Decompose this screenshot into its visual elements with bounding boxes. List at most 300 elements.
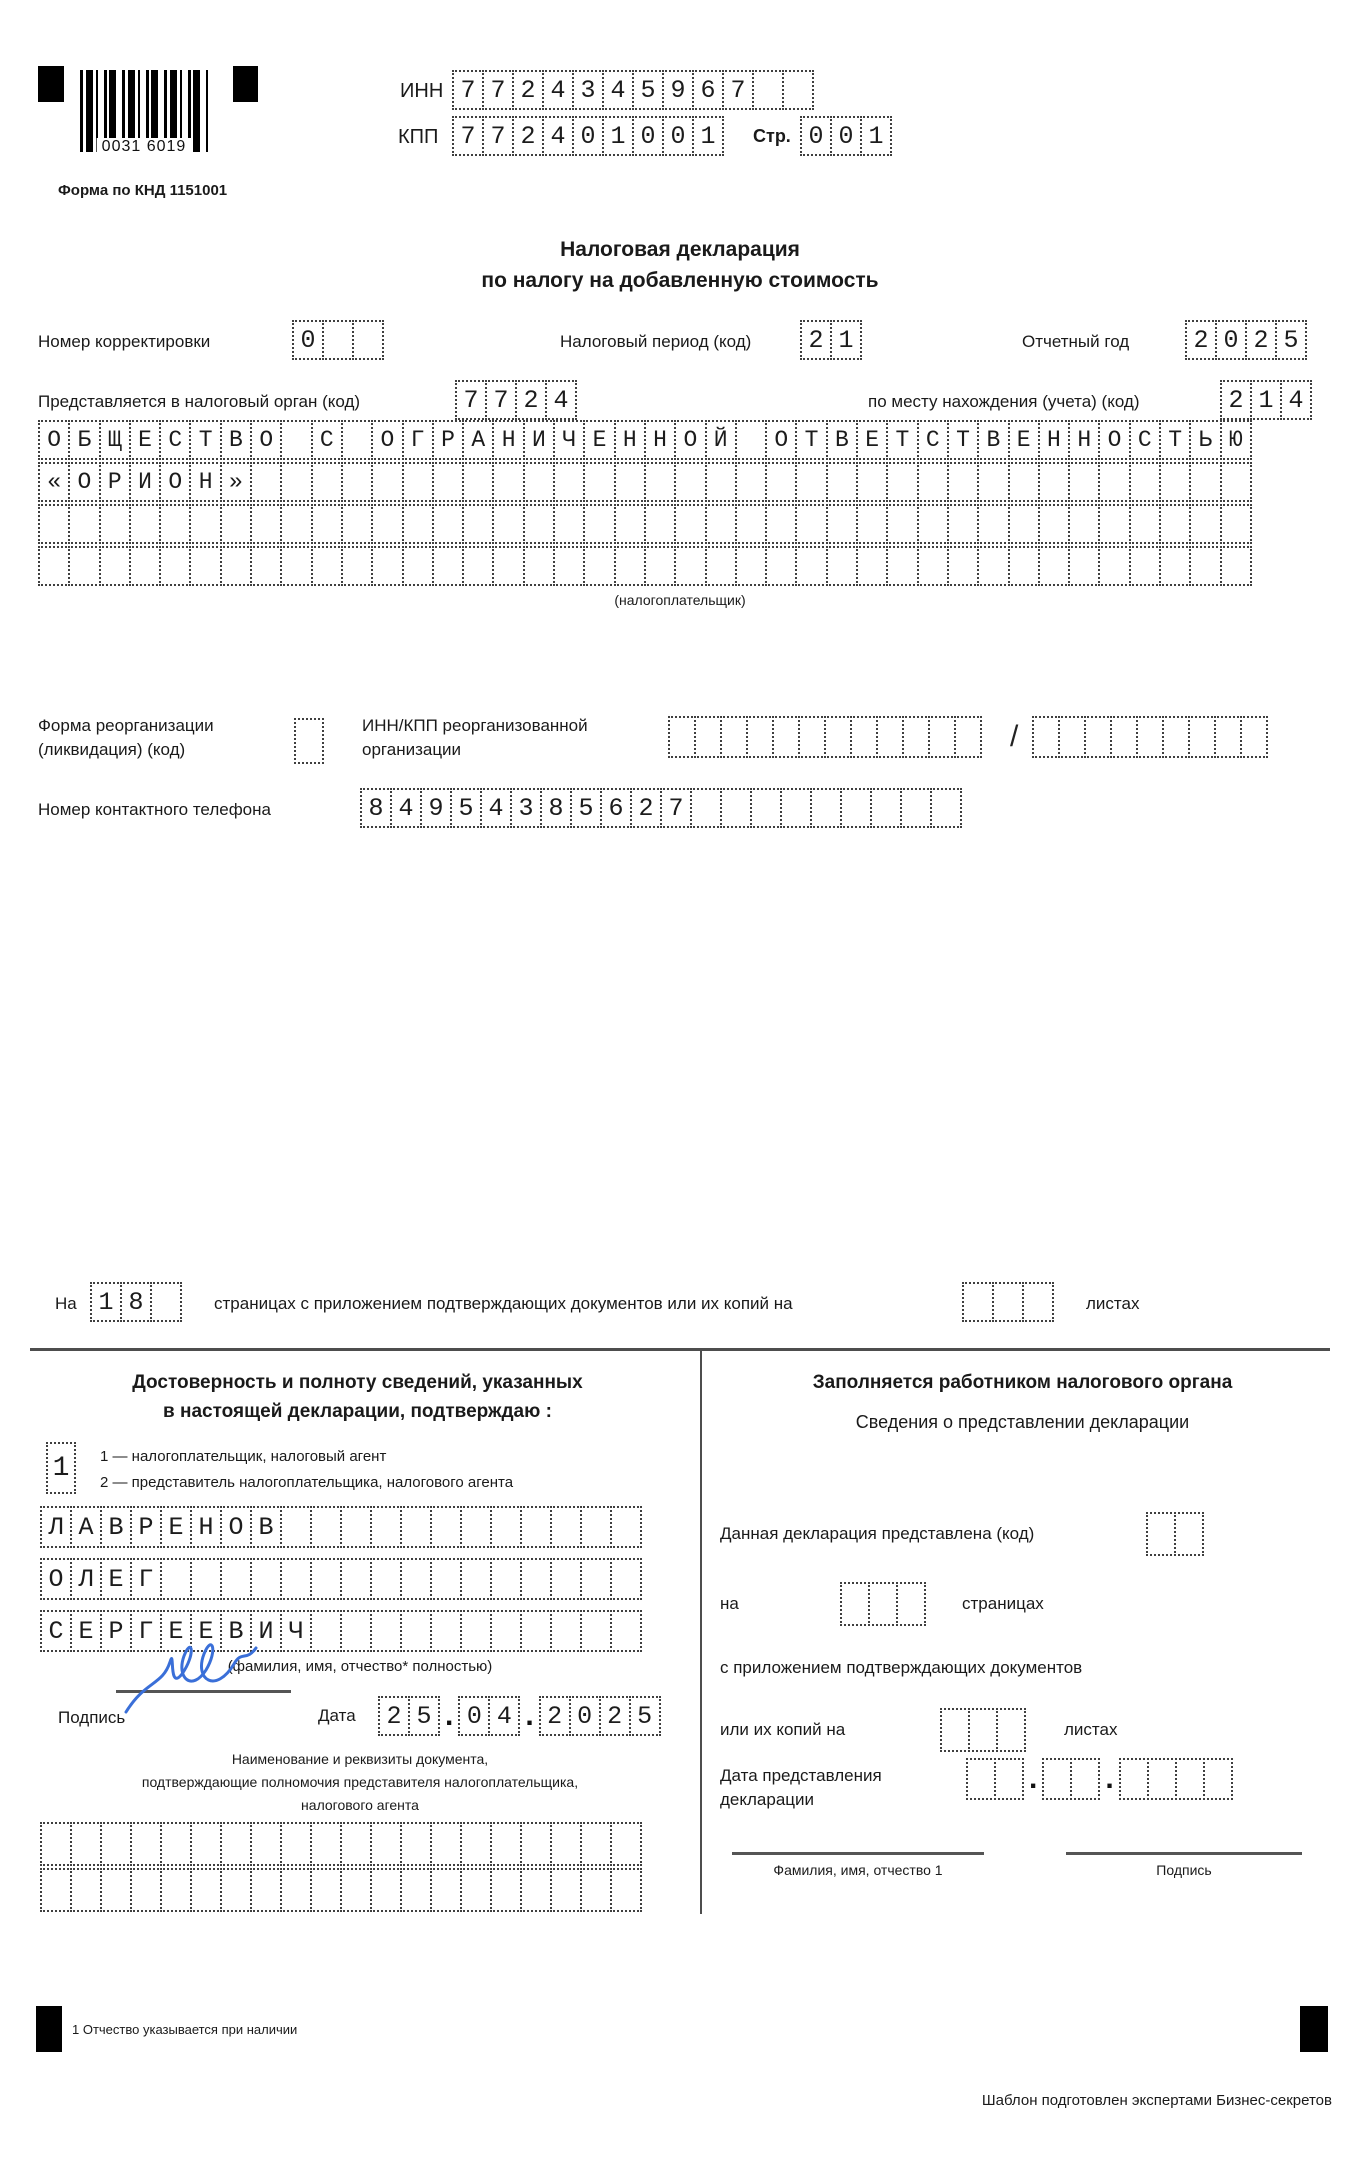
char-cell bbox=[1189, 504, 1221, 544]
official-date-label-line1: Дата представления bbox=[720, 1766, 882, 1785]
char-cell bbox=[340, 1610, 372, 1652]
char-cell: С bbox=[40, 1610, 72, 1652]
char-cell: Б bbox=[68, 420, 100, 460]
char-cell: 1 bbox=[1250, 380, 1282, 420]
char-cell bbox=[1022, 1282, 1054, 1322]
report-year-field[interactable] bbox=[1185, 320, 1307, 360]
char-cell bbox=[795, 504, 827, 544]
char-cell bbox=[870, 788, 902, 828]
char-cell: 0 bbox=[292, 320, 324, 360]
reorg-form-label-line2: (ликвидация) (код) bbox=[38, 740, 186, 759]
fio-caption: (фамилия, имя, отчество* полностью) bbox=[227, 1658, 493, 1675]
char-cell: 5 bbox=[1275, 320, 1307, 360]
official-date-month-field[interactable] bbox=[1042, 1758, 1100, 1800]
char-cell: В bbox=[220, 1610, 252, 1652]
char-cell bbox=[610, 1868, 642, 1912]
confirm-title bbox=[35, 1368, 680, 1426]
char-cell bbox=[280, 420, 312, 460]
date-month-field[interactable] bbox=[458, 1696, 520, 1736]
char-cell: В bbox=[250, 1506, 282, 1548]
section-divider-horizontal bbox=[30, 1348, 1330, 1351]
char-cell bbox=[583, 462, 615, 502]
char-cell: И bbox=[250, 1610, 282, 1652]
char-cell bbox=[856, 462, 888, 502]
doc-authority-row-1[interactable] bbox=[40, 1822, 642, 1866]
char-cell bbox=[1098, 462, 1130, 502]
char-cell: О bbox=[371, 420, 403, 460]
taxpayer-name-row-2[interactable] bbox=[38, 462, 1252, 502]
char-cell: Ю bbox=[1220, 420, 1252, 460]
char-cell bbox=[523, 462, 555, 502]
reorg-form-code-field[interactable] bbox=[294, 718, 324, 764]
tax-authority-label: Представляется в налоговый орган (код) bbox=[38, 392, 361, 411]
char-cell: 4 bbox=[488, 1696, 520, 1736]
correction-number-field[interactable] bbox=[292, 320, 384, 360]
location-code-label: по месту нахождения (учета) (код) bbox=[868, 392, 1140, 411]
char-cell bbox=[966, 1758, 996, 1800]
reorg-inn-field[interactable] bbox=[668, 716, 982, 758]
pages-suffix-label: листах bbox=[1086, 1294, 1140, 1313]
char-cell: 9 bbox=[420, 788, 452, 828]
char-cell: Е bbox=[1008, 420, 1040, 460]
official-date-day-field[interactable] bbox=[966, 1758, 1024, 1800]
char-cell: 3 bbox=[572, 70, 604, 110]
char-cell bbox=[70, 1822, 102, 1866]
char-cell bbox=[460, 1822, 492, 1866]
tax-period-field[interactable] bbox=[800, 320, 862, 360]
char-cell bbox=[280, 1868, 312, 1912]
confirm-legend-1: 1 — налогоплательщик, налоговый агент bbox=[100, 1448, 387, 1465]
char-cell bbox=[520, 1558, 552, 1600]
pages-count-field[interactable] bbox=[90, 1282, 182, 1322]
char-cell bbox=[1174, 1512, 1204, 1556]
char-cell bbox=[250, 1558, 282, 1600]
char-cell bbox=[460, 1558, 492, 1600]
char-cell bbox=[772, 716, 800, 758]
char-cell bbox=[340, 1506, 372, 1548]
char-cell bbox=[826, 462, 858, 502]
char-cell: 1 bbox=[860, 116, 892, 156]
char-cell: 0 bbox=[569, 1696, 601, 1736]
char-cell: С bbox=[311, 420, 343, 460]
char-cell bbox=[311, 462, 343, 502]
char-cell bbox=[340, 1868, 372, 1912]
char-cell: 6 bbox=[692, 70, 724, 110]
location-code-field[interactable] bbox=[1220, 380, 1312, 420]
tax-authority-code-field[interactable] bbox=[455, 380, 577, 420]
correction-number-label: Номер корректировки bbox=[38, 332, 211, 351]
char-cell bbox=[752, 70, 784, 110]
page-number-field[interactable] bbox=[800, 116, 892, 156]
char-cell bbox=[614, 546, 646, 586]
form-barcode bbox=[80, 70, 208, 155]
char-cell bbox=[402, 546, 434, 586]
char-cell bbox=[1038, 462, 1070, 502]
char-cell bbox=[1084, 716, 1112, 758]
char-cell: Ч bbox=[553, 420, 585, 460]
char-cell bbox=[1008, 504, 1040, 544]
char-cell bbox=[1220, 546, 1252, 586]
char-cell bbox=[583, 504, 615, 544]
char-cell bbox=[674, 504, 706, 544]
char-cell bbox=[189, 504, 221, 544]
char-cell bbox=[994, 1758, 1024, 1800]
char-cell bbox=[462, 546, 494, 586]
official-pages-field[interactable] bbox=[840, 1582, 926, 1626]
char-cell: Г bbox=[130, 1558, 162, 1600]
char-cell bbox=[694, 716, 722, 758]
char-cell bbox=[1110, 716, 1138, 758]
char-cell bbox=[523, 546, 555, 586]
char-cell bbox=[886, 546, 918, 586]
reorg-kpp-field[interactable] bbox=[1032, 716, 1268, 758]
char-cell bbox=[856, 546, 888, 586]
char-cell bbox=[310, 1610, 342, 1652]
char-cell bbox=[370, 1610, 402, 1652]
taxpayer-name-row-3[interactable] bbox=[38, 504, 1252, 544]
char-cell bbox=[580, 1610, 612, 1652]
char-cell: 5 bbox=[632, 70, 664, 110]
doc-caption-line3: налогового агента bbox=[301, 1797, 419, 1813]
attachments-sheets-field[interactable] bbox=[962, 1282, 1054, 1322]
char-cell bbox=[1098, 504, 1130, 544]
char-cell bbox=[220, 1822, 252, 1866]
char-cell bbox=[129, 504, 161, 544]
char-cell bbox=[900, 788, 932, 828]
char-cell: 8 bbox=[540, 788, 572, 828]
char-cell: О bbox=[674, 420, 706, 460]
char-cell: Г bbox=[402, 420, 434, 460]
official-sheets-field[interactable] bbox=[940, 1708, 1026, 1752]
char-cell bbox=[1147, 1758, 1177, 1800]
char-cell bbox=[580, 1868, 612, 1912]
char-cell: 2 bbox=[512, 116, 544, 156]
char-cell bbox=[610, 1610, 642, 1652]
char-cell bbox=[868, 1582, 898, 1626]
char-cell bbox=[735, 504, 767, 544]
char-cell: 7 bbox=[482, 116, 514, 156]
inn-label: ИНН bbox=[400, 80, 444, 102]
char-cell: Е bbox=[160, 1506, 192, 1548]
surname-field[interactable] bbox=[40, 1506, 642, 1548]
official-date-field[interactable] bbox=[966, 1758, 1233, 1800]
char-cell bbox=[780, 788, 812, 828]
char-cell: 7 bbox=[452, 116, 484, 156]
char-cell bbox=[160, 1822, 192, 1866]
char-cell bbox=[992, 1282, 1024, 1322]
char-cell: 7 bbox=[452, 70, 484, 110]
page-title bbox=[0, 234, 1360, 296]
char-cell: В bbox=[977, 420, 1009, 460]
char-cell bbox=[1068, 546, 1100, 586]
name-field[interactable] bbox=[40, 1558, 642, 1600]
char-cell bbox=[322, 320, 354, 360]
char-cell: Т bbox=[795, 420, 827, 460]
char-cell bbox=[371, 504, 403, 544]
char-cell bbox=[1159, 546, 1191, 586]
official-date-dot-1: . bbox=[1029, 1762, 1038, 1795]
registration-mark-top-right bbox=[233, 66, 258, 102]
char-cell bbox=[1042, 1758, 1072, 1800]
official-on-label: на bbox=[720, 1594, 739, 1613]
barcode-digits: 0031 6019 bbox=[97, 138, 192, 156]
char-cell bbox=[826, 504, 858, 544]
char-cell: 7 bbox=[485, 380, 517, 420]
char-cell: 5 bbox=[570, 788, 602, 828]
char-cell: С bbox=[1129, 420, 1161, 460]
char-cell: Р bbox=[432, 420, 464, 460]
char-cell bbox=[190, 1822, 222, 1866]
char-cell bbox=[220, 546, 252, 586]
char-cell: Н bbox=[1038, 420, 1070, 460]
date-year-field[interactable] bbox=[539, 1696, 661, 1736]
char-cell: 1 bbox=[692, 116, 724, 156]
char-cell bbox=[492, 546, 524, 586]
report-year-label: Отчетный год bbox=[1022, 332, 1130, 351]
char-cell: Р bbox=[130, 1506, 162, 1548]
char-cell bbox=[492, 462, 524, 502]
char-cell: Т bbox=[189, 420, 221, 460]
char-cell bbox=[402, 462, 434, 502]
char-cell bbox=[610, 1506, 642, 1548]
char-cell bbox=[370, 1558, 402, 1600]
char-cell bbox=[720, 716, 748, 758]
char-cell bbox=[280, 546, 312, 586]
char-cell bbox=[280, 462, 312, 502]
page-number-label: Стр. bbox=[753, 126, 791, 146]
pages-prefix-label: На bbox=[55, 1294, 77, 1313]
char-cell: О bbox=[1098, 420, 1130, 460]
char-cell bbox=[490, 1506, 522, 1548]
char-cell bbox=[735, 420, 767, 460]
pages-middle-label: страницах с приложением подтверждающих документов или их копий на bbox=[214, 1294, 793, 1313]
char-cell: 2 bbox=[378, 1696, 410, 1736]
char-cell: 4 bbox=[545, 380, 577, 420]
char-cell bbox=[917, 546, 949, 586]
char-cell: 8 bbox=[360, 788, 392, 828]
char-cell bbox=[1070, 1758, 1100, 1800]
char-cell bbox=[294, 718, 324, 764]
char-cell bbox=[462, 462, 494, 502]
char-cell bbox=[765, 546, 797, 586]
char-cell: 0 bbox=[458, 1696, 490, 1736]
char-cell bbox=[1159, 504, 1191, 544]
char-cell bbox=[550, 1822, 582, 1866]
char-cell bbox=[1240, 716, 1268, 758]
char-cell bbox=[310, 1822, 342, 1866]
char-cell bbox=[1146, 1512, 1176, 1556]
char-cell: С bbox=[917, 420, 949, 460]
char-cell bbox=[553, 462, 585, 502]
confirm-title-line2: в настоящей декларации, подтверждаю : bbox=[163, 1401, 552, 1422]
char-cell bbox=[280, 1506, 312, 1548]
char-cell bbox=[159, 504, 191, 544]
char-cell bbox=[614, 504, 646, 544]
doc-authority-row-2[interactable] bbox=[40, 1868, 642, 1912]
char-cell: 0 bbox=[572, 116, 604, 156]
reorg-form-label-line1: Форма реорганизации bbox=[38, 716, 214, 735]
char-cell bbox=[1188, 716, 1216, 758]
official-date-year-field[interactable] bbox=[1119, 1758, 1233, 1800]
char-cell bbox=[460, 1506, 492, 1548]
char-cell bbox=[460, 1610, 492, 1652]
char-cell: 7 bbox=[482, 70, 514, 110]
char-cell bbox=[220, 1558, 252, 1600]
char-cell bbox=[886, 462, 918, 502]
char-cell bbox=[940, 1708, 970, 1752]
signature-label: Подпись bbox=[58, 1708, 126, 1727]
char-cell bbox=[610, 1822, 642, 1866]
phone-field[interactable] bbox=[360, 788, 962, 828]
char-cell bbox=[340, 1558, 372, 1600]
char-cell: Н bbox=[644, 420, 676, 460]
registration-mark-top-left bbox=[38, 66, 64, 102]
char-cell bbox=[250, 504, 282, 544]
char-cell bbox=[795, 462, 827, 502]
confirm-code-field[interactable] bbox=[46, 1442, 76, 1494]
taxpayer-caption: (налогоплательщик) bbox=[614, 592, 746, 608]
char-cell bbox=[977, 504, 1009, 544]
char-cell: 2 bbox=[539, 1696, 571, 1736]
char-cell: Л bbox=[70, 1558, 102, 1600]
char-cell: 2 bbox=[800, 320, 832, 360]
char-cell bbox=[850, 716, 878, 758]
char-cell: 9 bbox=[662, 70, 694, 110]
char-cell bbox=[1119, 1758, 1149, 1800]
char-cell bbox=[1159, 462, 1191, 502]
char-cell bbox=[1008, 462, 1040, 502]
char-cell bbox=[159, 546, 191, 586]
char-cell bbox=[824, 716, 852, 758]
official-fio-line-label: Фамилия, имя, отчество 1 bbox=[773, 1862, 943, 1878]
char-cell bbox=[917, 504, 949, 544]
char-cell bbox=[370, 1822, 402, 1866]
char-cell bbox=[798, 716, 826, 758]
taxpayer-name-row-4[interactable] bbox=[38, 546, 1252, 586]
kpp-label: КПП bbox=[398, 126, 439, 148]
char-cell bbox=[400, 1558, 432, 1600]
char-cell: 7 bbox=[660, 788, 692, 828]
char-cell bbox=[1214, 716, 1242, 758]
char-cell bbox=[400, 1506, 432, 1548]
char-cell bbox=[70, 1868, 102, 1912]
char-cell: » bbox=[220, 462, 252, 502]
inn-field[interactable] bbox=[452, 70, 814, 110]
char-cell: Л bbox=[40, 1506, 72, 1548]
taxpayer-name-row-1[interactable] bbox=[38, 420, 1252, 460]
phone-label: Номер контактного телефона bbox=[38, 800, 271, 819]
official-title: Заполняется работником налогового органа bbox=[812, 1372, 1233, 1393]
char-cell: 2 bbox=[515, 380, 547, 420]
official-sign-line[interactable] bbox=[1066, 1852, 1302, 1855]
section-divider-vertical bbox=[700, 1348, 702, 1914]
char-cell bbox=[962, 1282, 994, 1322]
char-cell bbox=[947, 462, 979, 502]
char-cell bbox=[341, 546, 373, 586]
char-cell bbox=[402, 504, 434, 544]
char-cell: Е bbox=[190, 1610, 222, 1652]
char-cell: О bbox=[159, 462, 191, 502]
char-cell bbox=[341, 420, 373, 460]
char-cell bbox=[1129, 504, 1161, 544]
char-cell: Ч bbox=[280, 1610, 312, 1652]
char-cell bbox=[1032, 716, 1060, 758]
char-cell bbox=[352, 320, 384, 360]
char-cell bbox=[250, 1822, 282, 1866]
char-cell bbox=[553, 546, 585, 586]
kpp-field[interactable] bbox=[452, 116, 724, 156]
char-cell: Н bbox=[614, 420, 646, 460]
char-cell bbox=[68, 504, 100, 544]
char-cell bbox=[150, 1282, 182, 1322]
char-cell bbox=[705, 546, 737, 586]
char-cell bbox=[917, 462, 949, 502]
char-cell bbox=[746, 716, 774, 758]
char-cell bbox=[490, 1822, 522, 1866]
char-cell bbox=[1038, 504, 1070, 544]
char-cell bbox=[520, 1822, 552, 1866]
char-cell bbox=[705, 462, 737, 502]
official-code-field[interactable] bbox=[1146, 1512, 1204, 1556]
char-cell bbox=[38, 546, 70, 586]
char-cell bbox=[99, 504, 131, 544]
char-cell bbox=[310, 1506, 342, 1548]
char-cell bbox=[432, 504, 464, 544]
char-cell bbox=[876, 716, 904, 758]
char-cell bbox=[968, 1708, 998, 1752]
char-cell bbox=[310, 1558, 342, 1600]
char-cell bbox=[1220, 462, 1252, 502]
char-cell bbox=[430, 1610, 462, 1652]
char-cell bbox=[100, 1868, 132, 1912]
registration-mark-bottom-right bbox=[1300, 2006, 1328, 2052]
char-cell bbox=[99, 546, 131, 586]
date-day-field[interactable] bbox=[378, 1696, 440, 1736]
char-cell: 2 bbox=[512, 70, 544, 110]
official-subtitle: Сведения о представлении декларации bbox=[855, 1412, 1190, 1432]
char-cell bbox=[130, 1822, 162, 1866]
char-cell bbox=[1058, 716, 1086, 758]
char-cell: Т bbox=[947, 420, 979, 460]
char-cell: О bbox=[220, 1506, 252, 1548]
confirm-date-field[interactable] bbox=[378, 1696, 661, 1736]
char-cell bbox=[765, 462, 797, 502]
char-cell: 5 bbox=[408, 1696, 440, 1736]
char-cell bbox=[1008, 546, 1040, 586]
char-cell: 0 bbox=[830, 116, 862, 156]
char-cell bbox=[160, 1558, 192, 1600]
reorg-innkpp-label-line1: ИНН/КПП реорганизованной bbox=[362, 716, 588, 735]
char-cell: В bbox=[826, 420, 858, 460]
char-cell bbox=[523, 504, 555, 544]
date-label: Дата bbox=[318, 1706, 356, 1725]
char-cell bbox=[38, 504, 70, 544]
char-cell bbox=[40, 1868, 72, 1912]
char-cell bbox=[765, 504, 797, 544]
char-cell bbox=[735, 462, 767, 502]
char-cell: 8 bbox=[120, 1282, 152, 1322]
official-pages-label: страницах bbox=[962, 1594, 1044, 1613]
reorg-innkpp-label-line2: организации bbox=[362, 740, 462, 759]
char-cell bbox=[520, 1506, 552, 1548]
title-line-1: Налоговая декларация bbox=[560, 238, 800, 261]
char-cell bbox=[130, 1868, 162, 1912]
char-cell: 0 bbox=[632, 116, 664, 156]
char-cell bbox=[40, 1822, 72, 1866]
official-fio-line[interactable] bbox=[732, 1852, 984, 1855]
char-cell bbox=[68, 546, 100, 586]
char-cell bbox=[886, 504, 918, 544]
